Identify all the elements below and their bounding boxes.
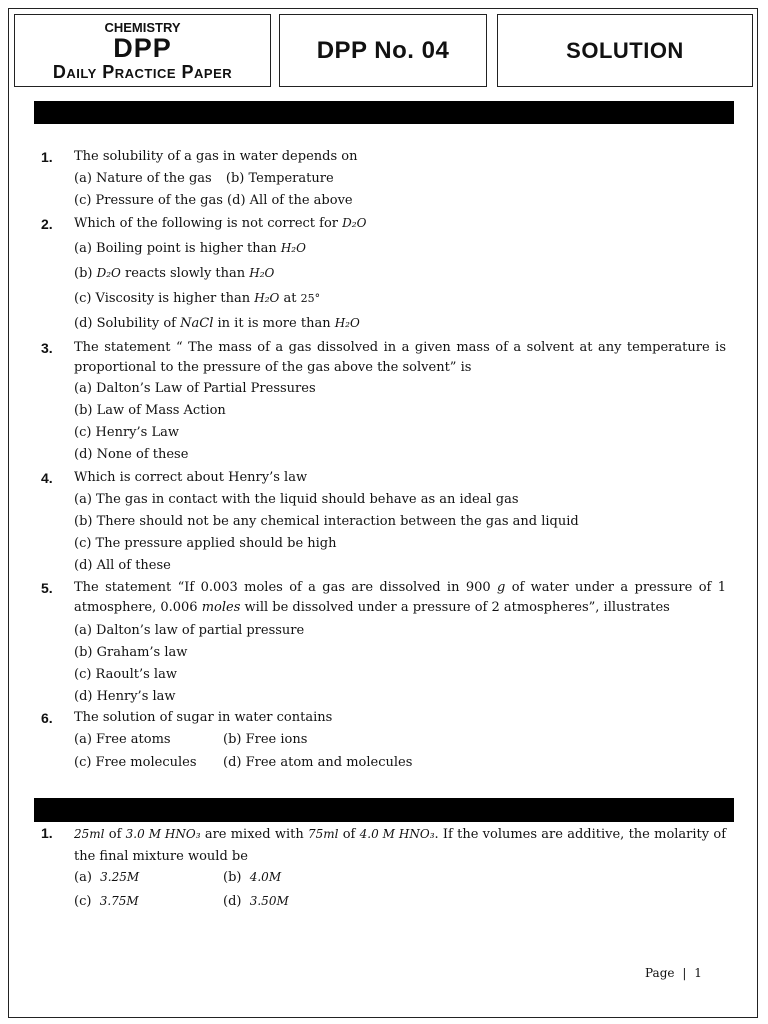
section-divider-1 — [34, 101, 734, 124]
option-b: (b) 4.0M — [223, 870, 282, 885]
question-text: The statement “If 0.003 moles of a gas are dissolved in 900 g of water under a pressure of 1 atmosphere, 0.006 moles will be dissolved under a pressure of 2 atmospheres”, illustrates — [74, 580, 726, 615]
formula-d2o: D₂O — [342, 216, 367, 230]
option-a: (a) Dalton’s Law of Partial Pressures — [74, 381, 316, 396]
option-d-text: in it is more than — [217, 316, 331, 331]
option-c: (c) Free molecules — [74, 755, 197, 770]
question-number: 3. — [41, 340, 53, 356]
option-a: (a) 3.25M — [74, 870, 140, 885]
page-number: 1 — [694, 966, 702, 980]
option-c: (c) Viscosity is higher than — [74, 291, 251, 306]
option-b: (b) Free ions — [223, 732, 308, 747]
option-d: (d) All of the above — [227, 193, 353, 208]
option-c: (c) Raoult’s law — [74, 667, 177, 682]
option-a: (a) Free atoms — [74, 732, 171, 747]
question-number: 2. — [41, 216, 53, 232]
question-number: 5. — [41, 580, 53, 596]
page-label: Page — [645, 966, 675, 980]
question-text: The solution of sugar in water contains — [74, 710, 333, 725]
option-d: (d) Solubility of — [74, 316, 176, 331]
topic-title: SOLUTION — [566, 37, 684, 63]
question-text: The solubility of a gas in water depends on — [74, 149, 358, 164]
page-separator: | — [682, 966, 687, 980]
option-d: (d) All of these — [74, 558, 171, 573]
option-c-at: at — [283, 291, 297, 306]
question-number: 6. — [41, 710, 53, 726]
option-a: (a) Nature of the gas — [74, 171, 212, 186]
section-divider-2 — [34, 798, 734, 822]
formula-h2o: H₂O — [334, 316, 360, 330]
option-b: (b) — [74, 266, 93, 281]
question-number: 1. — [41, 825, 53, 841]
dpp-label: DPP — [113, 33, 172, 63]
formula-h2o: H₂O — [254, 291, 280, 305]
option-a: (a) The gas in contact with the liquid should behave as an ideal gas — [74, 492, 519, 507]
option-a: (a) Boiling point is higher than — [74, 241, 277, 256]
question-text: Which is correct about Henry’s law — [74, 470, 308, 485]
dpp-number: DPP No. 04 — [316, 36, 450, 64]
option-b: (b) Law of Mass Action — [74, 403, 226, 418]
subject-label: CHEMISTRY — [104, 20, 181, 35]
question-text: Which of the following is not correct for — [74, 216, 338, 231]
dpp-number-box — [279, 14, 487, 87]
formula-h2o: H₂O — [249, 266, 275, 280]
option-d: (d) None of these — [74, 447, 189, 462]
formula-d2o: D₂O — [96, 266, 121, 280]
formula-nacl: NaCl — [180, 316, 214, 331]
option-c: (c) The pressure applied should be high — [74, 536, 337, 551]
option-c: (c) 3.75M — [74, 894, 139, 909]
option-d: (d) Free atom and molecules — [223, 755, 413, 770]
question-text: 25ml of 3.0 M HNO₃ are mixed with 75ml of 4.0 M HNO₃. If the volumes are additive, the molarity of the final mixture would be — [74, 827, 727, 864]
temperature-value: 25° — [300, 292, 321, 305]
question-number: 4. — [41, 470, 53, 486]
option-c: (c) Henry’s Law — [74, 425, 179, 440]
option-b-text: reacts slowly than — [125, 266, 246, 281]
topic-box — [497, 14, 753, 87]
page-footer — [645, 966, 702, 980]
dpp-full-label: Daily Practice Paper — [52, 62, 233, 82]
question-text: The statement “ The mass of a gas dissolved in a given mass of a solvent at any temperature is proportional to the pressure of the gas above the solvent” is — [74, 340, 726, 375]
option-b: (b) Graham’s law — [74, 645, 188, 660]
option-d: (d) Henry’s law — [74, 689, 176, 704]
option-c: (c) Pressure of the gas — [74, 193, 223, 208]
option-a: (a) Dalton’s law of partial pressure — [74, 623, 305, 638]
dpp-logo-box — [14, 14, 271, 87]
formula-h2o: H₂O — [280, 241, 306, 255]
option-d: (d) 3.50M — [223, 894, 289, 909]
option-b: (b) Temperature — [225, 171, 334, 186]
option-b: (b) There should not be any chemical interaction between the gas and liquid — [74, 514, 579, 529]
question-number: 1. — [41, 149, 53, 165]
